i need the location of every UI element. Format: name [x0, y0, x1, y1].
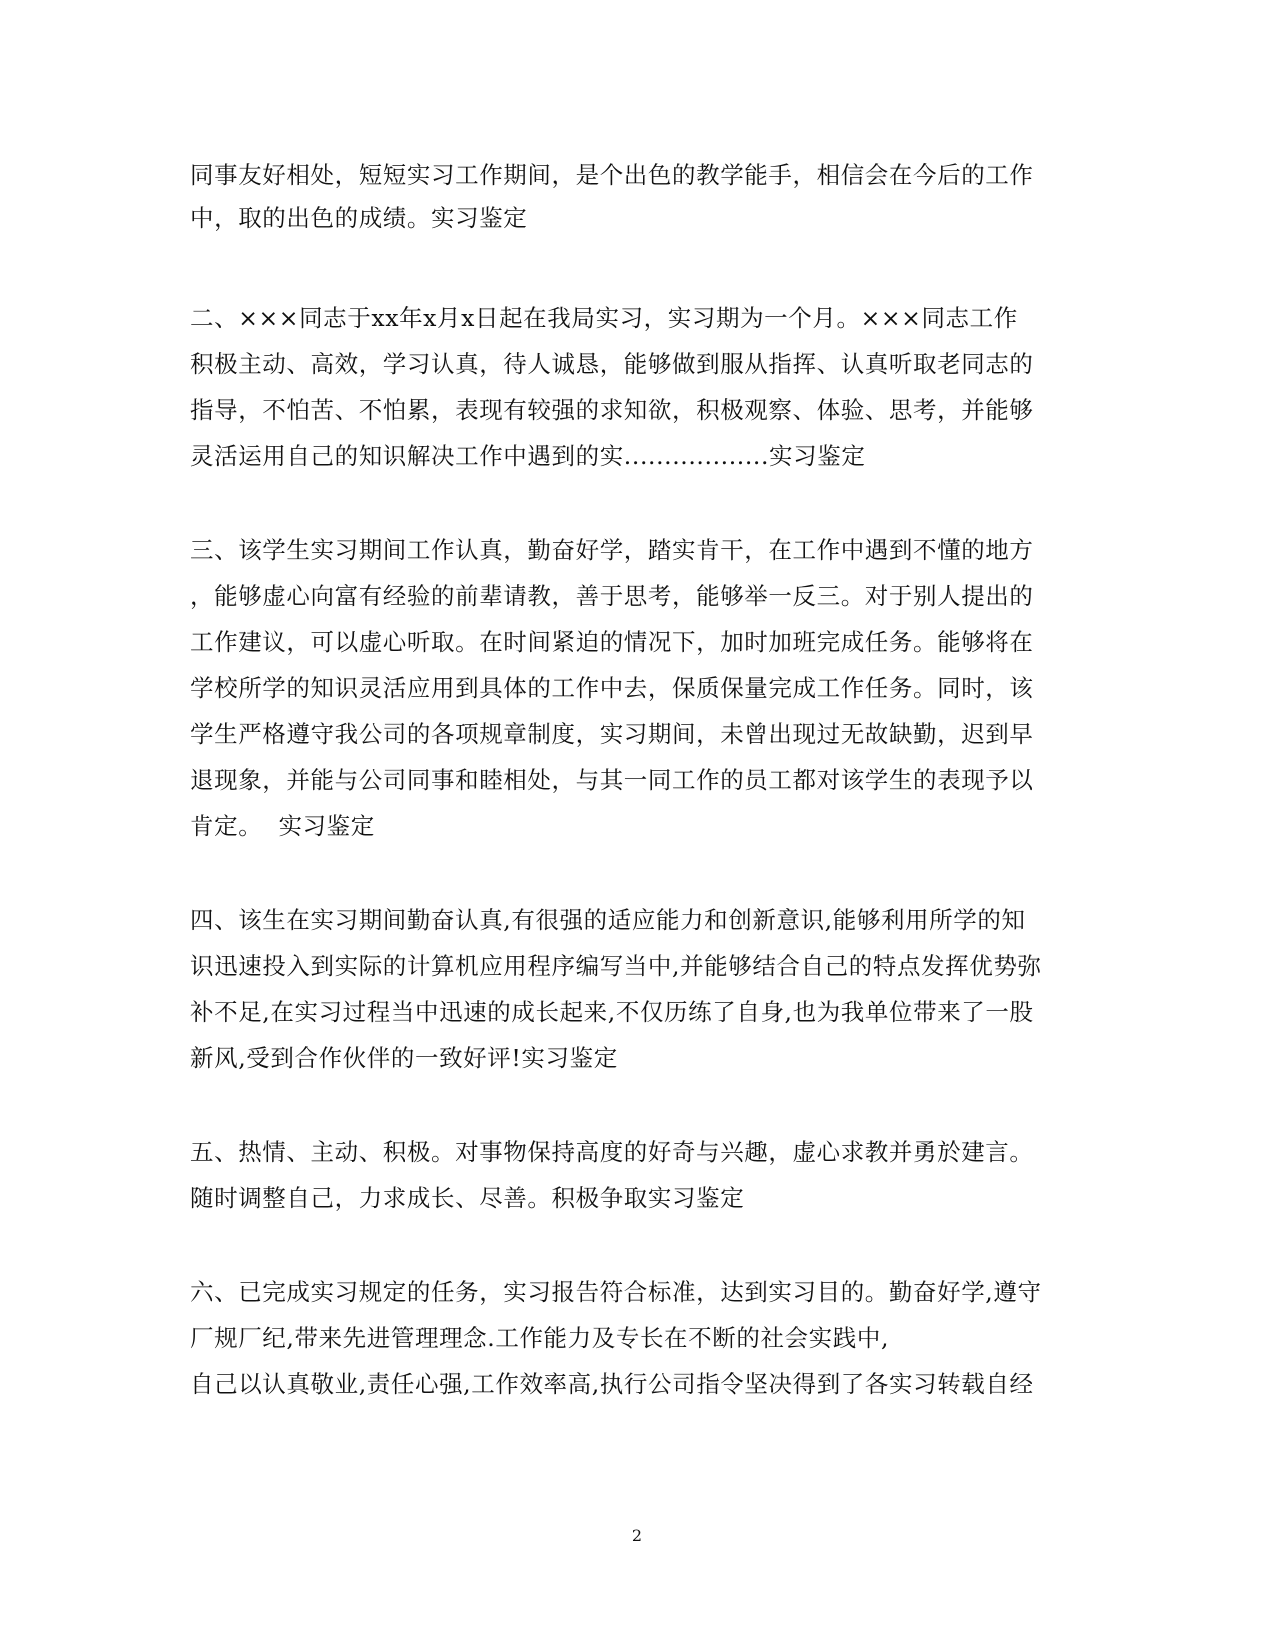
paragraph-4-line-2: 识迅速投入到实际的计算机应用程序编写当中,并能够结合自己的特点发挥优势弥: [190, 952, 1042, 980]
paragraph-6-line-1: 六、已完成实习规定的任务，实习报告符合标准，达到实习目的。勤奋好学,遵守: [190, 1278, 1042, 1306]
paragraph-5-line-1: 五、热情、主动、积极。对事物保持高度的好奇与兴趣，虚心求教并勇於建言。: [190, 1138, 1034, 1166]
paragraph-3-line-2: ，能够虚心向富有经验的前辈请教，善于思考，能够举一反三。对于别人提出的: [190, 582, 1034, 610]
page-number: 2: [631, 1526, 643, 1545]
paragraph-5-line-2: 随时调整自己，力求成长、尽善。积极争取实习鉴定: [190, 1184, 745, 1212]
paragraph-1-line-2: 中，取的出色的成绩。实习鉴定: [190, 204, 528, 232]
paragraph-4-line-3: 补不足,在实习过程当中迅速的成长起来,不仅历练了自身,也为我单位带来了一股: [190, 998, 1034, 1026]
paragraph-4-line-1: 四、该生在实习期间勤奋认真,有很强的适应能力和创新意识,能够利用所学的知: [190, 906, 1026, 934]
paragraph-2-line-4: 灵活运用自己的知识解决工作中遇到的实..................实习鉴定: [190, 442, 866, 470]
paragraph-3-line-4: 学校所学的知识灵活应用到具体的工作中去，保质保量完成工作任务。同时，该: [190, 674, 1034, 702]
paragraph-2-line-3: 指导，不怕苦、不怕累，表现有较强的求知欲，积极观察、体验、思考，并能够: [190, 396, 1034, 424]
paragraph-4-line-4: 新风,受到合作伙伴的一致好评!实习鉴定: [190, 1044, 618, 1072]
paragraph-1-line-1: 同事友好相处，短短实习工作期间，是个出色的教学能手，相信会在今后的工作: [190, 161, 1034, 189]
paragraph-3-line-1: 三、该学生实习期间工作认真，勤奋好学，踏实肯干，在工作中遇到不懂的地方: [190, 536, 1034, 564]
paragraph-3-line-7: 肯定。 实习鉴定: [190, 812, 375, 840]
paragraph-3-line-5: 学生严格遵守我公司的各项规章制度，实习期间，未曾出现过无故缺勤，迟到早: [190, 720, 1034, 748]
paragraph-3-line-3: 工作建议，可以虚心听取。在时间紧迫的情况下，加时加班完成任务。能够将在: [190, 628, 1034, 656]
paragraph-6-line-2: 厂规厂纪,带来先进管理理念.工作能力及专长在不断的社会实践中,: [190, 1324, 890, 1352]
paragraph-2-line-2: 积极主动、高效，学习认真，待人诚恳，能够做到服从指挥、认真听取老同志的: [190, 350, 1034, 378]
paragraph-2-line-1: 二、×××同志于xx年x月x日起在我局实习，实习期为一个月。×××同志工作: [190, 304, 1018, 332]
paragraph-6-line-3: 自己以认真敬业,责任心强,工作效率高,执行公司指令坚决得到了各实习转载自经: [190, 1370, 1034, 1398]
paragraph-3-line-6: 退现象，并能与公司同事和睦相处，与其一同工作的员工都对该学生的表现予以: [190, 766, 1034, 794]
